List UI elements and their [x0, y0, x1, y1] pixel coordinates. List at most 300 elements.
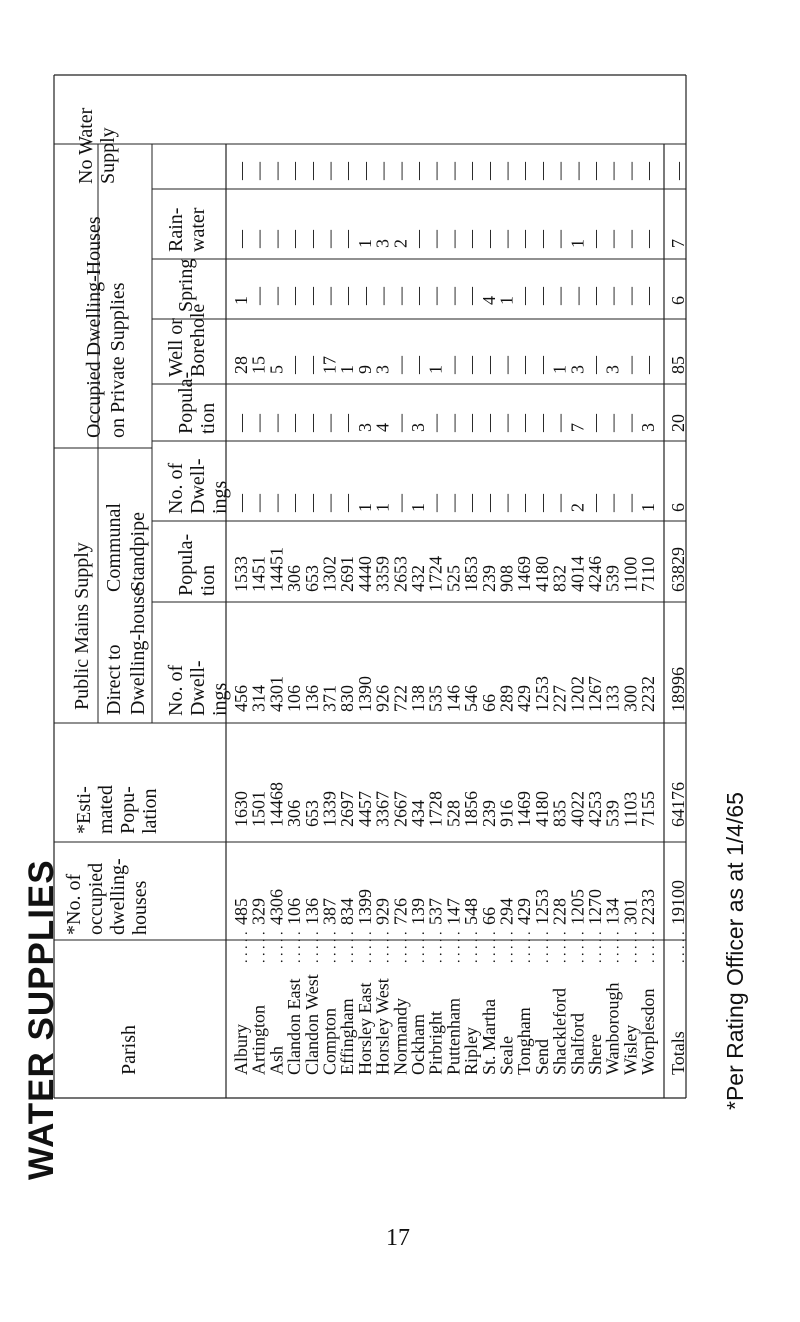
table-cell: 28 [231, 356, 251, 374]
table-cell: 239 [478, 800, 499, 827]
table-cell: 4306 [266, 889, 287, 925]
table-row-parish: Clandon East [284, 978, 305, 1075]
table-cell: 314 [248, 685, 269, 712]
table-cell: — [514, 287, 535, 305]
table-row-parish: Send [531, 1039, 552, 1075]
table-cell: — [496, 356, 517, 374]
table-cell: — [567, 287, 588, 305]
table-cell: — [319, 162, 340, 180]
column-header-3-line1: Dwell- [187, 660, 209, 716]
table-cell: — [585, 287, 605, 305]
table-cell: 528 [443, 800, 464, 827]
column-header-2-line1: mated [95, 785, 117, 834]
table-cell: — [496, 414, 517, 432]
totals-cell: 20 [668, 414, 688, 432]
table-cell: 4301 [266, 676, 287, 712]
table-cell: 3 [354, 423, 375, 432]
table-cell: 1469 [514, 791, 535, 827]
table-row-leader: . . . . . [572, 931, 588, 963]
table-cell: 1533 [231, 556, 251, 592]
table-cell: 301 [620, 898, 641, 925]
table-cell: — [284, 230, 305, 248]
table-cell: 916 [496, 800, 517, 827]
table-cell: — [425, 494, 446, 512]
table-cell: — [390, 414, 411, 432]
table-row-parish: Albury [231, 1024, 251, 1075]
table-row-parish: Ockham [408, 1014, 428, 1075]
table-cell: 1390 [354, 676, 375, 712]
table-row-parish: Wisley [620, 1024, 641, 1075]
table-cell: 456 [231, 685, 251, 712]
column-header-9-line1: water [187, 207, 209, 252]
table-cell: 929 [372, 898, 393, 925]
table-cell: 387 [319, 898, 340, 925]
table-cell: 2 [567, 503, 588, 512]
column-header-2-line0: *Esti- [73, 786, 95, 834]
table-row-leader: . . . . . [466, 931, 482, 963]
table-cell: 1728 [425, 791, 446, 827]
page-heading: WATER SUPPLIES [22, 859, 61, 1180]
table-row-leader: . . . . . [554, 931, 570, 963]
table-cell: — [425, 414, 446, 432]
table-row-leader: . . . . . [483, 931, 499, 963]
totals-cell: 85 [668, 356, 688, 374]
column-header-6-line1: tion [197, 402, 219, 434]
column-header-10-line0: No Water [75, 107, 97, 184]
table-cell: 1469 [514, 556, 535, 592]
table-cell: 4 [478, 296, 499, 305]
table-cell: — [638, 230, 659, 248]
table-cell: 1202 [567, 676, 588, 712]
table-cell: — [478, 230, 499, 248]
table-row-parish: Puttenham [443, 998, 464, 1075]
table-cell: 539 [602, 565, 623, 592]
table-cell: — [301, 414, 322, 432]
table-cell: — [284, 162, 305, 180]
table-cell: — [585, 494, 605, 512]
table-cell: 1103 [620, 791, 641, 827]
table-cell: — [284, 414, 305, 432]
table-cell: 1 [337, 365, 358, 374]
table-cell: 1501 [248, 791, 269, 827]
table-cell: 146 [443, 685, 464, 712]
table-cell: — [461, 494, 482, 512]
table-cell: — [443, 162, 464, 180]
table-cell: 7155 [638, 791, 659, 827]
table-cell: 525 [443, 565, 464, 592]
table-cell: 1 [231, 296, 251, 305]
table-cell: 1205 [567, 889, 588, 925]
table-cell: 1 [567, 239, 588, 248]
totals-cell: 19100 [668, 880, 688, 925]
group-header-private-line1: Occupied Dwelling-Houses [83, 216, 105, 438]
table-cell: — [319, 414, 340, 432]
table-cell: — [531, 356, 552, 374]
table-cell: 136 [301, 685, 322, 712]
table-cell: — [602, 287, 623, 305]
column-header-0-line0: Parish [118, 1025, 140, 1075]
table-cell: 1724 [425, 556, 446, 592]
table-cell: — [319, 494, 340, 512]
table-cell: 138 [408, 685, 428, 712]
table-cell: — [443, 414, 464, 432]
table-cell: 3 [408, 423, 428, 432]
totals-cell: 7 [668, 239, 688, 248]
table-row-parish: Artington [248, 1005, 269, 1075]
table-cell: — [337, 414, 358, 432]
column-header-3-line2: ings [209, 682, 231, 716]
table-row-leader: . . . . . [625, 931, 641, 963]
table-cell: 830 [337, 685, 358, 712]
table-cell: 1270 [585, 889, 605, 925]
table-cell: 722 [390, 685, 411, 712]
column-header-3-line0: No. of [165, 664, 187, 716]
table-cell: 3 [602, 365, 623, 374]
totals-cell: — [668, 162, 688, 180]
table-cell: 1 [496, 296, 517, 305]
table-cell: 434 [408, 800, 428, 827]
table-cell: — [496, 494, 517, 512]
table-cell: 548 [461, 898, 482, 925]
table-cell: 726 [390, 898, 411, 925]
table-cell: 4440 [354, 556, 375, 592]
table-cell: — [337, 230, 358, 248]
table-cell: 7110 [638, 556, 659, 592]
table-cell: 1 [372, 503, 393, 512]
table-row-parish: Compton [319, 1007, 340, 1075]
table-cell: 136 [301, 898, 322, 925]
table-cell: 539 [602, 800, 623, 827]
table-cell: 4180 [531, 791, 552, 827]
column-header-1-line1: occupied [85, 862, 107, 935]
group-header-public-mains: Public Mains Supply [71, 542, 93, 710]
table-cell: — [567, 162, 588, 180]
table-cell: — [443, 230, 464, 248]
totals-cell: 6 [668, 503, 688, 512]
table-cell: 834 [337, 898, 358, 925]
table-cell: — [408, 162, 428, 180]
table-cell: — [549, 162, 570, 180]
table-cell: — [620, 414, 641, 432]
table-cell: — [337, 162, 358, 180]
table-cell: — [266, 414, 287, 432]
table-row-parish: Ripley [461, 1027, 482, 1075]
table-cell: 1100 [620, 556, 641, 592]
totals-label: Totals [668, 1031, 688, 1075]
table-cell: 429 [514, 685, 535, 712]
table-cell: — [372, 162, 393, 180]
table-cell: — [620, 494, 641, 512]
table-cell: 3 [638, 423, 659, 432]
table-row-parish: Effingham [337, 998, 358, 1075]
table-cell: — [514, 230, 535, 248]
table-cell: — [248, 287, 269, 305]
table-row-leader: . . . . . [448, 931, 464, 963]
group-header-standpipe-line1: Communal [103, 503, 125, 592]
table-cell: 4457 [354, 791, 375, 827]
totals-cell: 6 [668, 296, 688, 305]
table-cell: — [390, 356, 411, 374]
table-row-parish: Horsley West [372, 978, 393, 1075]
column-header-7-line1: Borehole [187, 303, 209, 377]
table-cell: — [390, 494, 411, 512]
table-cell: 432 [408, 565, 428, 592]
table-cell: — [620, 356, 641, 374]
group-header-direct-line2: Dwelling-house [127, 587, 149, 715]
table-cell: — [354, 162, 375, 180]
table-cell: 429 [514, 898, 535, 925]
table-cell: — [408, 230, 428, 248]
table-cell: — [248, 230, 269, 248]
table-cell: — [514, 356, 535, 374]
table-row-leader: . . . . . [342, 931, 358, 963]
table-row-parish: St. Martha [478, 999, 499, 1075]
table-row-leader: . . . . . [643, 931, 659, 963]
column-header-2-line3: lation [139, 788, 161, 834]
table-cell: 2667 [390, 791, 411, 827]
table-cell: — [602, 414, 623, 432]
table-cell: — [478, 356, 499, 374]
table-cell: 9 [354, 365, 375, 374]
column-header-6-line0: Popula- [175, 371, 197, 434]
table-row-leader: . . . . . [536, 931, 552, 963]
table-cell: 239 [478, 565, 499, 592]
table-row-leader: . . . . . [590, 931, 605, 963]
table-cell: 15 [248, 356, 269, 374]
table-cell: 535 [425, 685, 446, 712]
table-cell: 832 [549, 565, 570, 592]
table-cell: 653 [301, 565, 322, 592]
table-row-leader: . . . . . [395, 931, 411, 963]
column-header-1-line2: dwelling- [107, 858, 129, 935]
table-cell: — [248, 414, 269, 432]
table-row-leader: . . . . . [377, 931, 393, 963]
table-row-leader: . . . . . [430, 931, 446, 963]
table-row-leader: . . . . . [253, 931, 269, 963]
table-cell: 1856 [461, 791, 482, 827]
table-row-leader: . . . . . [413, 931, 428, 963]
table-cell: — [514, 162, 535, 180]
column-header-1-line3: houses [129, 880, 151, 935]
table-cell: 1 [425, 365, 446, 374]
table-row-parish: Ash [266, 1045, 287, 1075]
table-cell: — [284, 287, 305, 305]
table-cell: — [231, 494, 251, 512]
table-cell: — [602, 162, 623, 180]
table-cell: 227 [549, 685, 570, 712]
table-cell: 1253 [531, 889, 552, 925]
table-cell: 1 [354, 239, 375, 248]
table-cell: 2 [390, 239, 411, 248]
table-cell: — [585, 162, 605, 180]
table-cell: — [585, 356, 605, 374]
table-row-leader: . . . . . [324, 931, 340, 963]
table-cell: 2233 [638, 889, 659, 925]
table-cell: — [390, 162, 411, 180]
table-cell: — [620, 287, 641, 305]
totals-cell: 63829 [668, 547, 688, 592]
table-cell: — [301, 287, 322, 305]
totals-leader: . . . . . [673, 931, 688, 963]
table-cell: 1 [408, 503, 428, 512]
table-cell: 2697 [337, 791, 358, 827]
table-row-parish: Clandon West [301, 974, 322, 1075]
table-cell: — [390, 287, 411, 305]
table-cell: — [319, 230, 340, 248]
table-cell: 3 [372, 365, 393, 374]
group-header-private-line2: on Private Supplies [107, 282, 129, 438]
table-row-parish: Worplesdon [638, 988, 659, 1075]
group-header-standpipe-line2: Standpipe [127, 512, 149, 592]
table-cell: — [638, 356, 659, 374]
column-header-5-line0: No. of [165, 462, 187, 514]
table-cell: — [478, 414, 499, 432]
table-cell: — [284, 494, 305, 512]
table-cell: 289 [496, 685, 517, 712]
table-row-leader: . . . . . [236, 931, 251, 963]
table-cell: — [443, 356, 464, 374]
table-cell: — [531, 287, 552, 305]
table-cell: — [496, 162, 517, 180]
totals-cell: 64176 [668, 782, 688, 827]
table-cell: — [248, 162, 269, 180]
table-cell: 1 [549, 365, 570, 374]
table-cell: 17 [319, 356, 340, 374]
table-row-parish: Horsley East [354, 982, 375, 1075]
table-cell: — [301, 356, 322, 374]
table-cell: 300 [620, 685, 641, 712]
page-number: 17 [386, 1225, 410, 1251]
table-cell: — [478, 162, 499, 180]
table-row-parish: Shere [585, 1034, 605, 1075]
table-cell: 3 [372, 239, 393, 248]
table-cell: 1253 [531, 676, 552, 712]
table-row-leader: . . . . . [359, 931, 375, 963]
table-cell: — [266, 287, 287, 305]
table-cell: 133 [602, 685, 623, 712]
table-cell: 139 [408, 898, 428, 925]
table-cell: — [496, 230, 517, 248]
table-row-leader: . . . . . [519, 931, 535, 963]
table-cell: 66 [478, 907, 499, 925]
totals-cell: 18996 [668, 667, 688, 712]
column-header-5-line1: Dwell- [187, 458, 209, 514]
table-cell: — [408, 287, 428, 305]
table-cell: — [337, 287, 358, 305]
table-cell: 653 [301, 800, 322, 827]
table-cell: 4180 [531, 556, 552, 592]
table-cell: 1630 [231, 791, 251, 827]
table-cell: — [319, 287, 340, 305]
table-cell: — [638, 287, 659, 305]
column-header-2-line2: Popu- [117, 786, 139, 834]
table-cell: 4014 [567, 556, 588, 592]
table-cell: 1267 [585, 676, 605, 712]
table-cell: — [549, 414, 570, 432]
table-cell: 4246 [585, 556, 605, 592]
table-cell: 5 [266, 365, 287, 374]
table-cell: 371 [319, 685, 340, 712]
table-cell: — [461, 287, 482, 305]
table-cell: — [549, 230, 570, 248]
table-row-leader: . . . . . [289, 931, 305, 963]
table-cell: 294 [496, 898, 517, 925]
table-cell: — [585, 230, 605, 248]
table-cell: 306 [284, 565, 305, 592]
table-cell: — [620, 230, 641, 248]
table-cell: 1451 [248, 556, 269, 592]
table-cell: — [531, 230, 552, 248]
table-row-parish: Pirbright [425, 1010, 446, 1075]
table-row-leader: . . . . . [607, 931, 623, 963]
table-cell: — [514, 494, 535, 512]
table-cell: — [549, 287, 570, 305]
table-cell: 7 [567, 423, 588, 432]
table-cell: — [602, 230, 623, 248]
table-row-leader: . . . . . [271, 931, 287, 963]
table-cell: 147 [443, 898, 464, 925]
table-cell: — [284, 356, 305, 374]
table-cell: 228 [549, 898, 570, 925]
table-cell: — [638, 162, 659, 180]
table-row-parish: Shackleford [549, 988, 570, 1075]
table-cell: — [585, 414, 605, 432]
table-cell: 134 [602, 898, 623, 925]
table-cell: — [461, 414, 482, 432]
table-cell: — [372, 287, 393, 305]
table-cell: 1 [638, 503, 659, 512]
table-cell: — [461, 230, 482, 248]
table-cell: 908 [496, 565, 517, 592]
table-cell: — [602, 494, 623, 512]
table-cell: 1399 [354, 889, 375, 925]
table-cell: — [354, 287, 375, 305]
table-cell: — [620, 162, 641, 180]
table-cell: 1853 [461, 556, 482, 592]
table-cell: 835 [549, 800, 570, 827]
table-cell: 3359 [372, 556, 393, 592]
table-cell: — [248, 494, 269, 512]
table-cell: 4253 [585, 791, 605, 827]
table-cell: 926 [372, 685, 393, 712]
table-cell: — [425, 287, 446, 305]
table-cell: 106 [284, 898, 305, 925]
table-row-parish: Tongham [514, 1007, 535, 1075]
table-cell: 4022 [567, 791, 588, 827]
table-cell: 106 [284, 685, 305, 712]
table-cell: 1 [354, 503, 375, 512]
column-header-7-line0: Well or [165, 318, 187, 377]
table-cell: 1339 [319, 791, 340, 827]
column-header-4-line0: Popula- [175, 533, 197, 596]
group-header-direct-line1: Direct to [103, 644, 125, 715]
table-row-leader: . . . . . [306, 931, 322, 963]
table-cell: 3367 [372, 791, 393, 827]
table-cell: — [531, 162, 552, 180]
table-cell: 3 [567, 365, 588, 374]
table-cell: 2232 [638, 676, 659, 712]
table-row-parish: Normandy [390, 998, 411, 1075]
table-cell: — [425, 230, 446, 248]
table-cell: — [266, 162, 287, 180]
table-cell: — [266, 494, 287, 512]
table-row-leader: . . . . . [501, 931, 517, 963]
table-cell: — [231, 230, 251, 248]
table-cell: — [301, 162, 322, 180]
table-cell: 306 [284, 800, 305, 827]
table-cell: — [531, 494, 552, 512]
table-cell: — [514, 414, 535, 432]
